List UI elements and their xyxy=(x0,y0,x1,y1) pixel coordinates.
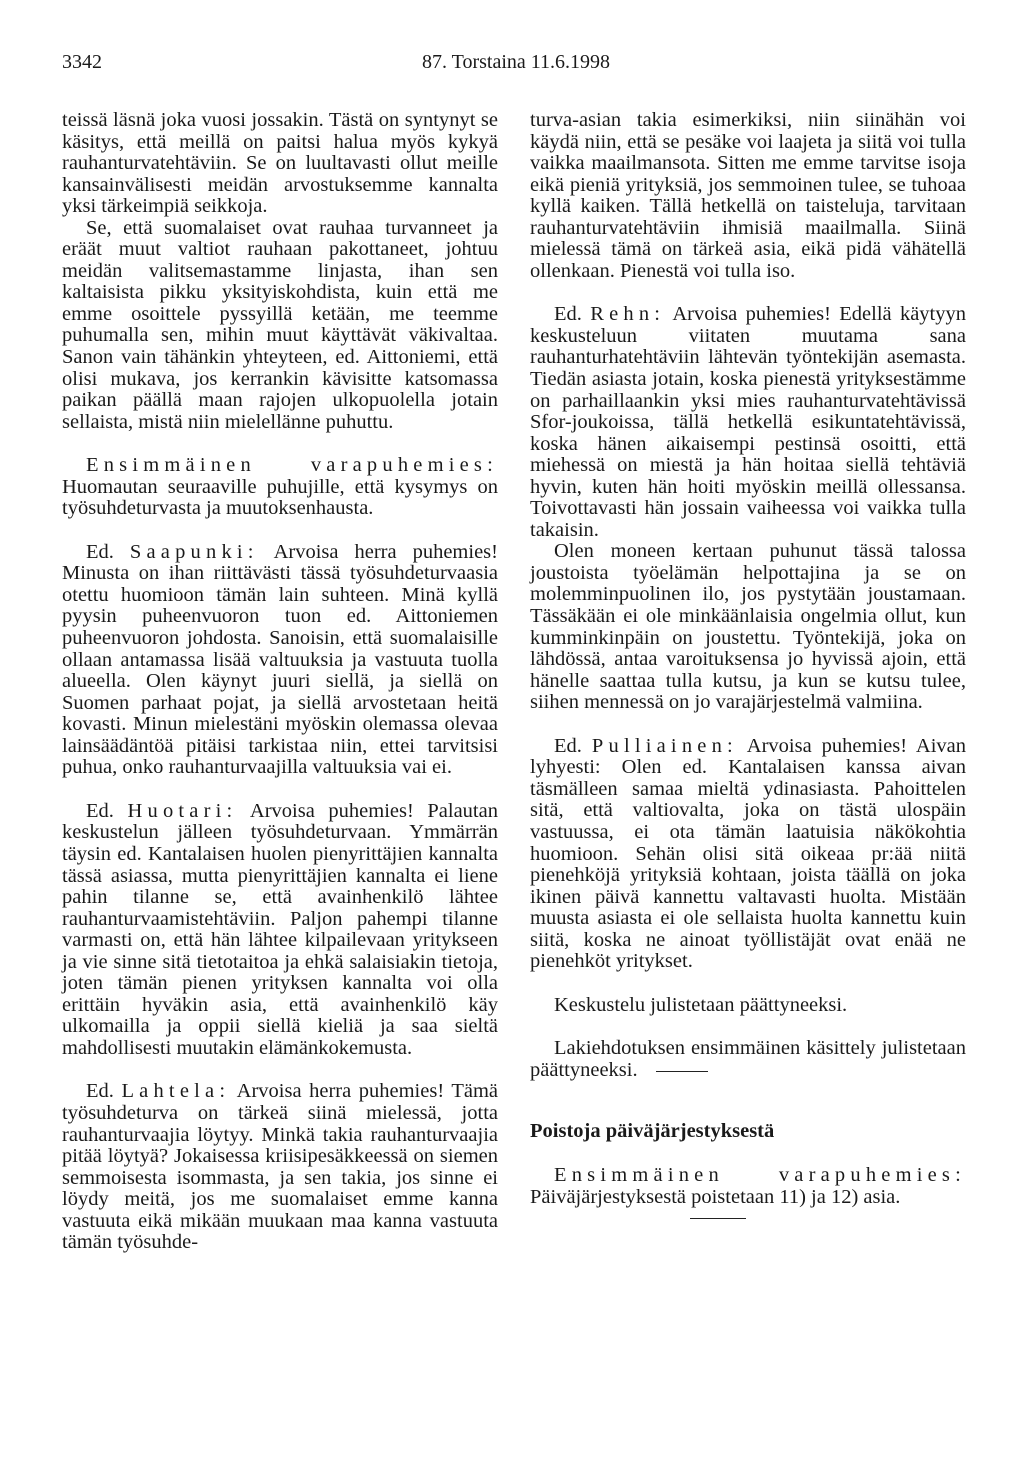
speech-text: Arvoisa herra puhemies! Tämä työsuhdeturva on tärkeä siinä mielessä, jotta rauhanturvaajia löytyy. Minkä takia rauhanturvaajia pitää löytyä? Jokaisessa kriisipesäkkeessä on siemen semmoisesta isommasta, ja sen takia, jos sinne ei löydy meitä, jos me suomalaiset emme kanna vastuuta eikä mikään muukaan maa kanna vastuuta tämän työsuhde- xyxy=(62,1080,498,1254)
speech-text: Huomautan seuraaville puhujille, että kysymys on työsuhdeturvasta ja muutoksenhausta. xyxy=(62,475,498,520)
paragraph xyxy=(530,1165,966,1208)
speech-text: Arvoisa puhemies! Edellä käytyyn keskusteluun viitaten muutama sana rauhanturhatehtäviin lähtevän työntekijän asemasta. Tiedän asiasta jotain, koska pienestä yrityksestämme on parhaillaankin yksi mies rauhanturvatehtävissä Sfor-joukoissa, tällä hetkellä esikuntatehtävissä, koska hänen aikaisempi pestinsä osoitti, että miehessä on miestä ja hän hoitaa siellä tehtäviä hyvin, kuten hän hoiti myöskin meillä ollessansa. Toivottavasti hän jossain vaiheessa voi vaikka tulla takaisin. xyxy=(530,303,966,541)
speaker-name: Rehn: xyxy=(590,303,666,326)
paragraph: teissä läsnä joka vuosi jossakin. Tästä on syntynyt se käsitys, että meillä on paitsi halua myös kykyä rauhanturvatehtäviin. Se on luultavasti ollut meille kansainvälisesti meidän arvostuksemme kannalta yksi tärkeimpiä seikkoja. xyxy=(62,109,498,218)
right-column xyxy=(530,110,966,1219)
speaker-name: Lahtela: xyxy=(121,1080,231,1103)
speech-text: Päiväjärjestyksestä poistetaan 11) ja 12) asia. xyxy=(530,1185,901,1208)
speaker-name: Ensimmäinen varapuhemies: xyxy=(86,454,498,477)
paragraph: turva-asian takia esimerkiksi, niin siinähän voi käydä niin, että se pesäke voi laajeta ja siitä voi tulla vaikka maailmansota. Sitten me emme tarvitse isoja eikä pieniä yrityksiä, jos semmoinen tulee, se tuhoaa kyllä kaiken. Tällä hetkellä on taisteluja, tarvitaan rauhanturvatehtäviin ihmisiä maailmalla. Siinä mielessä tämä on tärkeä asia, eikä pidä vähätellä ollenkaan. Pienestä voi tulla iso. xyxy=(530,109,966,282)
paragraph xyxy=(62,455,498,520)
left-column xyxy=(62,110,498,1254)
speaker-name: Saapunki: xyxy=(129,540,259,563)
speaker-name: Pulliainen: xyxy=(591,734,738,757)
separator-rule xyxy=(690,1218,746,1219)
page-number: 3342 xyxy=(62,51,102,73)
paragraph xyxy=(62,542,498,779)
paragraph xyxy=(530,1038,966,1081)
paragraph xyxy=(62,1081,498,1253)
paragraph: Se, että suomalaiset ovat rauhaa turvanneet ja eräät muut valtiot rauhaan pakottaneet, johtuu meidän valitsemastamme linjasta, ihan sen kaltaisista pikku yksityiskohdista, kuin että me emme osoittele pyssyillä ketään, me teemme puhumalla sen, mihin muut käyttävät väkivaltaa. Sanon vain tähänkin yhteyteen, ed. Aittoniemi, että olisi mukava, jos kerrankin kävisitte katsomassa paikan päällä maan rajojen ulkopuolella jotain sellaista, mistä niin mielellänne puhuttu. xyxy=(62,216,498,433)
paragraph: Olen moneen kertaan puhunut tässä talossa joustoista työelämän helpottajina ja se on molemminpuolinen ilo, jos pystytään joustamaan. Tässäkään ei ole minkäänlaisia ongelmia ollut, kun kumminkinpäin on joustettu. Työntekijä, joka on lähdössä, antaa varoituksensa jo hyvissä ajoin, että hänelle saattaa tulla kutsu, ja kun se kutsu tulee, siihen mennessä on jo varajärjestelmä valmiina. xyxy=(530,540,966,714)
speaker-prefix: Ed. xyxy=(86,799,128,822)
closing-text: Lakiehdotuksen ensimmäinen käsittely julistetaan päättyneeksi. xyxy=(530,1037,966,1081)
speech-text: Arvoisa puhemies! Aivan lyhyesti: Olen ed. Kantalaisen kanssa aivan täsmälleen samaa mieltä ydinasiasta. Pahoittelen sitä, että valtiovalta, joka on tästä ulospäin vastuussa, ei ota tämän laatuisia näkökohtia huomioon. Sehän olisi sitä oikeaa pr:ää niitä pienehköjä yrityksiä kohtaan, joista täällä on joka ikinen päivä kannettu valtavasti huolta. Mistään muusta asiasta ei ole sellaista huolta kannettu kuin siitä, koska ne ainoat työllistäjät ovat enää ne pienehköt yritykset. xyxy=(530,734,966,973)
speaker-prefix: Ed. xyxy=(86,540,130,563)
speaker-name: Ensimmäinen varapuhemies: xyxy=(554,1163,966,1186)
speaker-name: Huotari: xyxy=(127,799,238,822)
speaker-prefix: Ed. xyxy=(554,303,591,326)
paragraph xyxy=(62,801,498,1060)
paragraph xyxy=(530,736,966,973)
paragraph xyxy=(530,304,966,541)
speech-text: Arvoisa puhemies! Palautan keskustelun jälleen työsuhdeturvaan. Ymmärrän täysin ed. Kantalaisen huolen pienyrittäjien kannalta tässä asiassa, mutta pienyrittäjien kannalta ei liene pahin tilanne se, että avainhenkilö lähtee rauhanturvaamistehtäviin. Paljon pahempi tilanne varmasti on, että hän lähtee kilpailevaan yritykseen ja vie sinne sitä tietotaitoa ja ehkä salaisiakin tietoja, joten tämän pienen yrityksen kannalta voi olla erittäin hyväkin asia, että avainhenkilö käy ulkomailla ja oppii siellä kieliä ja saa sieltä mahdollisesti muutakin elämänkokemusta. xyxy=(62,799,498,1059)
section-heading: Poistoja päiväjärjestyksestä xyxy=(530,1120,775,1143)
speaker-prefix: Ed. xyxy=(554,734,592,757)
paragraph: Keskustelu julistetaan päättyneeksi. xyxy=(554,993,848,1016)
running-head: 87. Torstaina 11.6.1998 xyxy=(422,51,611,73)
speaker-prefix: Ed. xyxy=(86,1080,122,1103)
speech-text: Arvoisa herra puhemies! Minusta on ihan riittävästi tässä työsuhdeturvaasia otettu huomioon tämän lain suhteen. Minä kyllä pyysin puheenvuoron tuon ed. Aittoniemen puheenvuoron johdosta. Sanoisin, että suomalaisille ollaan antamassa lisää valtuuksia ja vastuuta tuolla alueella. Olen käynyt juuri siellä, ja siellä on Suomen parhaat pojat, ja siellä arvostetaan heitä kovasti. Minun mielestäni myöskin olemassa olevaa lainsäädäntöä pitäisi tarkistaa niin, ettei tarvitsisi puhua, onko rauhanturvaajilla valtuuksia vai ei. xyxy=(62,540,498,779)
separator-rule xyxy=(656,1071,708,1072)
